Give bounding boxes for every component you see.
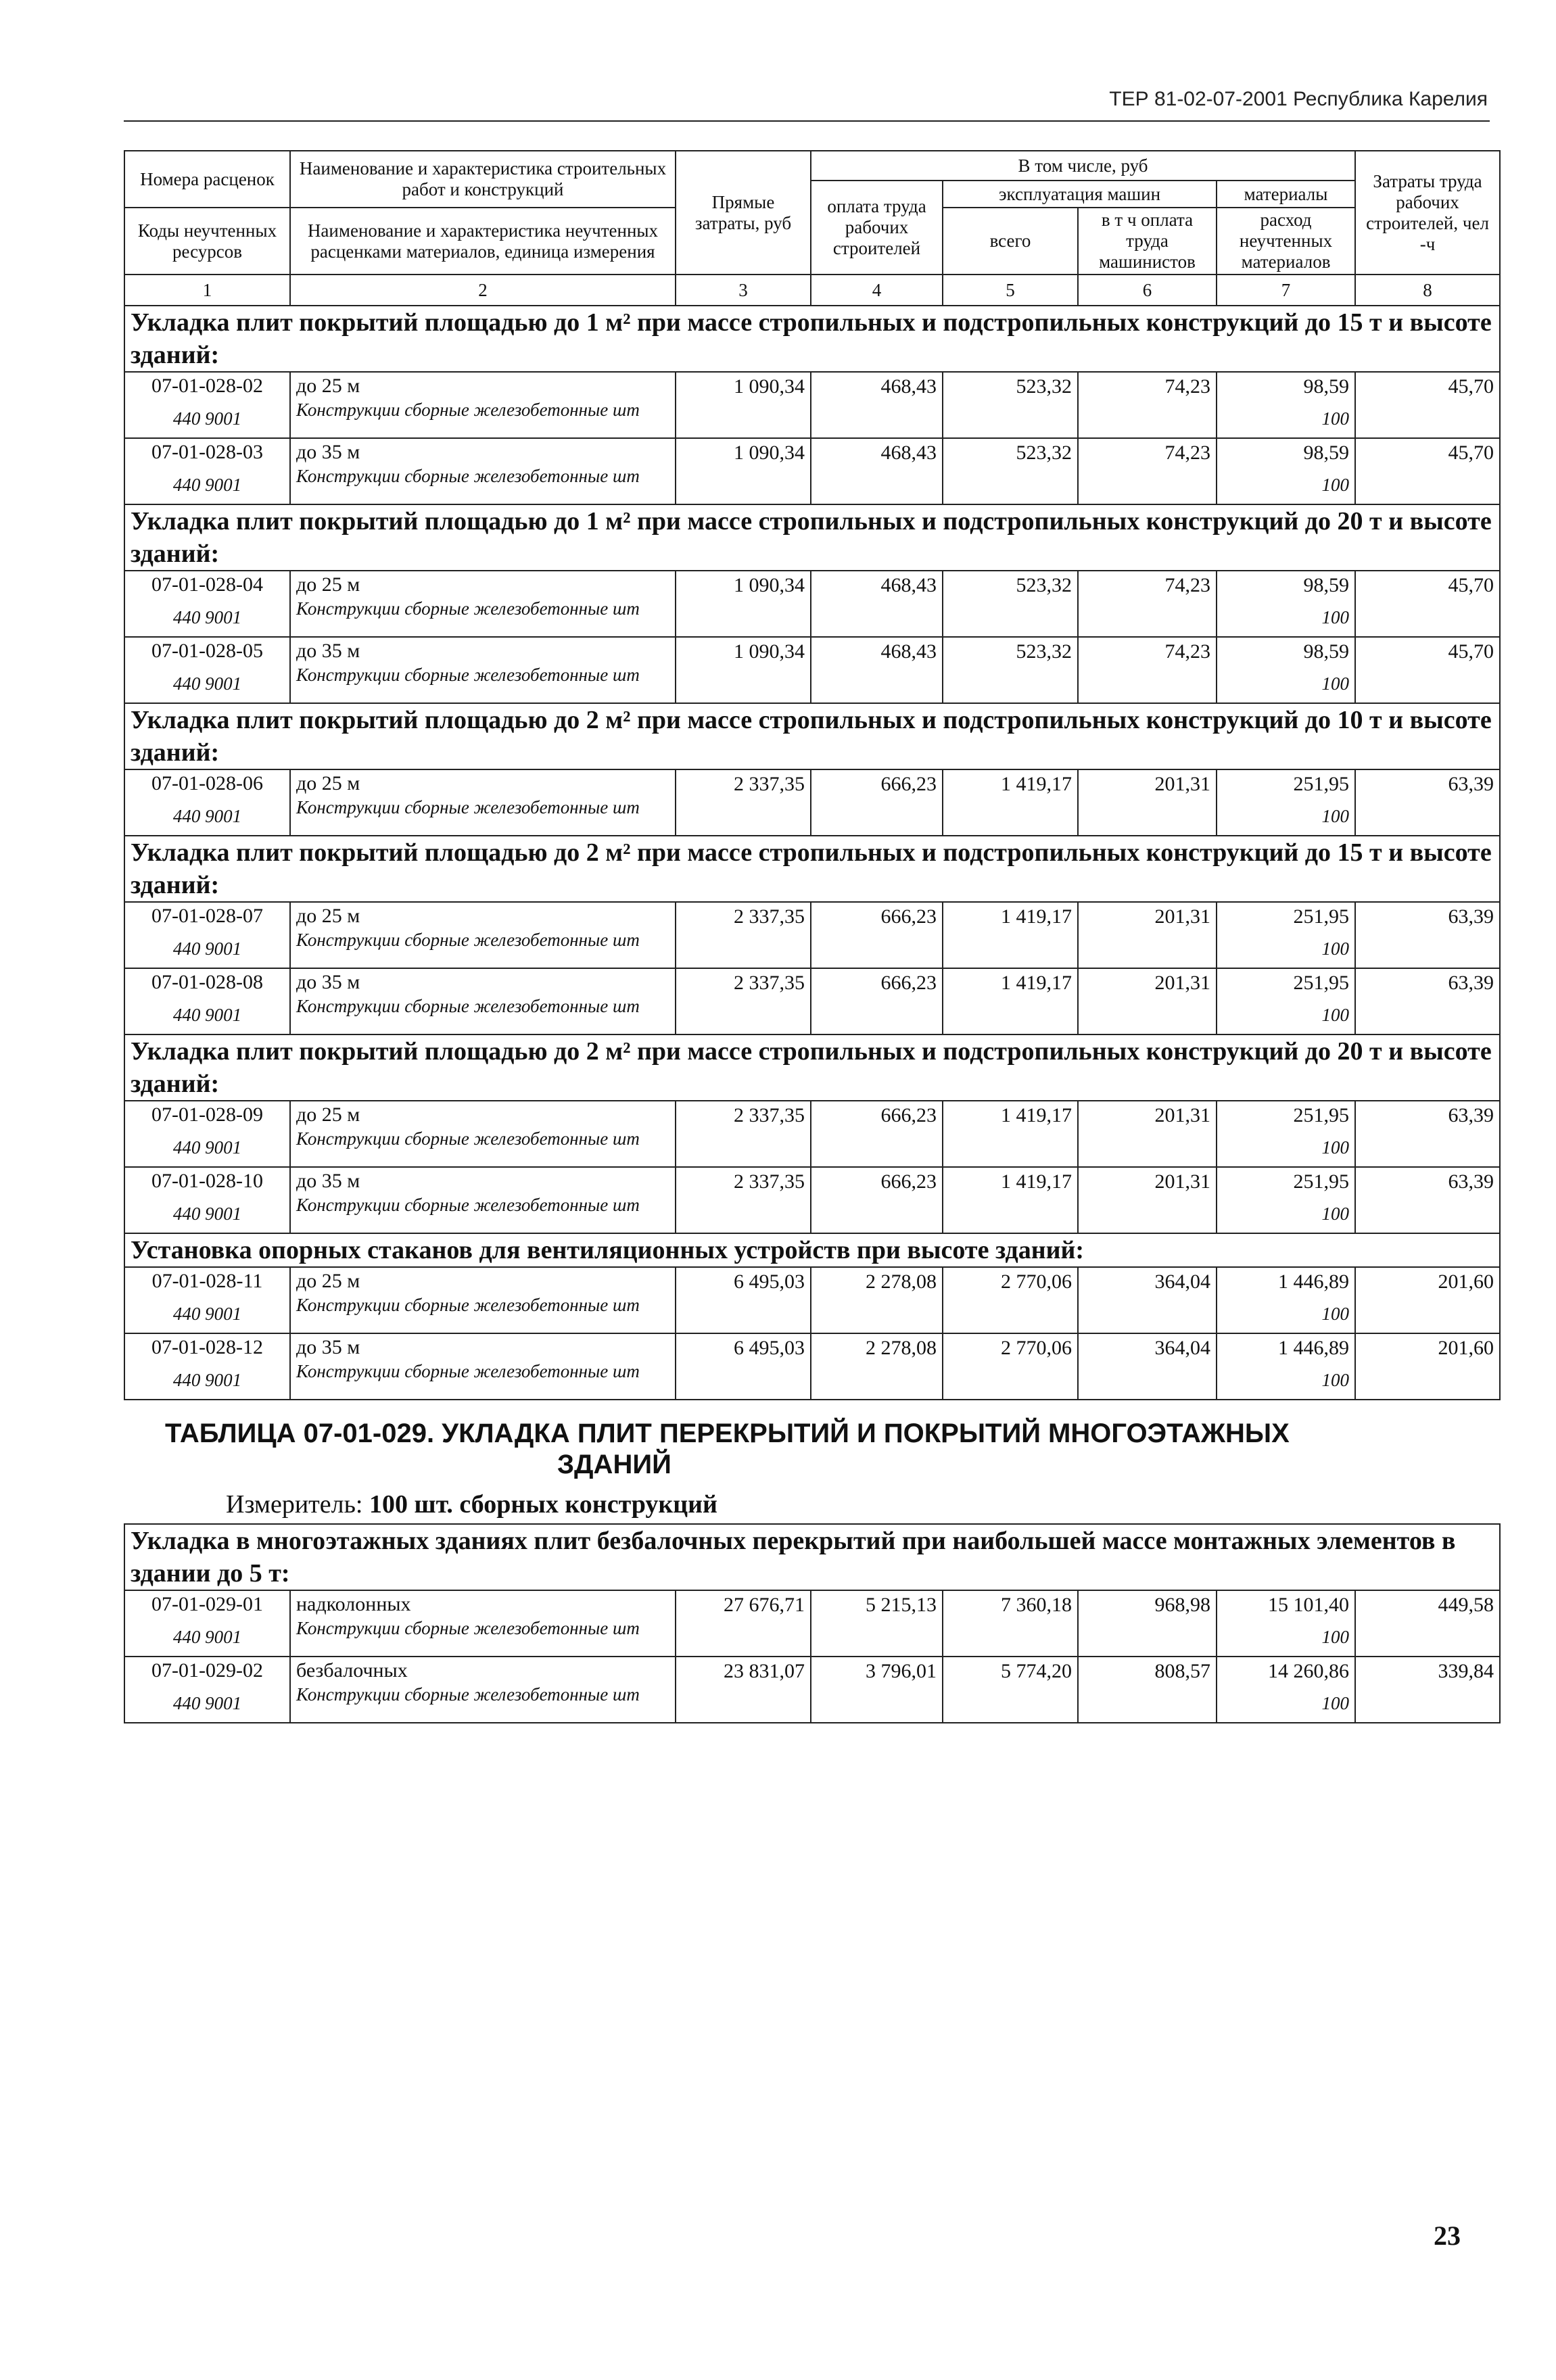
material-qty: 100 xyxy=(1321,1370,1350,1390)
section-title: Укладка плит покрытий площадью до 2 м² при массе стропильных и подстропильных конструкций до 20 т и высоте зданий: xyxy=(124,1034,1500,1101)
materials-cell xyxy=(1217,1167,1355,1233)
materials-cell xyxy=(1217,438,1355,504)
table-row xyxy=(124,438,1500,504)
material-qty: 100 xyxy=(1321,938,1350,959)
col-number: 7 xyxy=(1217,275,1355,306)
labor-hours: 201,60 xyxy=(1355,1333,1500,1400)
work-name: до 25 м xyxy=(296,772,360,794)
description-cell xyxy=(290,1167,676,1233)
labor-hours: 63,39 xyxy=(1355,902,1500,968)
code-cell xyxy=(124,571,290,637)
materials-cost: 15 101,40 xyxy=(1268,1594,1350,1616)
machine-labor-cost: 74,23 xyxy=(1078,637,1217,703)
code-cell xyxy=(124,1657,290,1723)
col-hours-header: Затраты труда рабочих строителей, чел -ч xyxy=(1355,151,1500,275)
code-cell xyxy=(124,1333,290,1400)
section-title: Укладка в многоэтажных зданиях плит безбалочных перекрытий при наибольшей массе монтажных элементов в здании до 5 т: xyxy=(124,1524,1500,1590)
materials-cost: 251,95 xyxy=(1293,1170,1350,1193)
col-group-header: В том числе, руб xyxy=(811,151,1355,181)
resource-code: 440 9001 xyxy=(172,938,242,959)
materials-cost: 251,95 xyxy=(1293,972,1350,994)
rate-code: 07-01-028-05 xyxy=(151,640,263,662)
labor-hours: 63,39 xyxy=(1355,968,1500,1034)
section-title-row xyxy=(124,836,1500,902)
direct-cost: 1 090,34 xyxy=(676,571,811,637)
materials-cell xyxy=(1217,1101,1355,1167)
machine-labor-cost: 201,31 xyxy=(1078,1101,1217,1167)
col-matname-header: Наименование и характеристика неучтенных расценками материалов, единица измерения xyxy=(290,208,676,275)
rate-code: 07-01-028-07 xyxy=(151,905,263,927)
unit-label: Измеритель: xyxy=(226,1490,363,1519)
labor-hours: 45,70 xyxy=(1355,637,1500,703)
code-cell xyxy=(124,372,290,438)
material-qty: 100 xyxy=(1321,1693,1350,1713)
materials-cell xyxy=(1217,1657,1355,1723)
machine-labor-cost: 364,04 xyxy=(1078,1333,1217,1400)
table-row xyxy=(124,902,1500,968)
table2-heading-row xyxy=(124,1400,1500,1524)
machine-labor-cost: 364,04 xyxy=(1078,1267,1217,1333)
table-row xyxy=(124,1101,1500,1167)
labor-cost: 5 215,13 xyxy=(811,1590,943,1657)
machine-labor-cost: 968,98 xyxy=(1078,1590,1217,1657)
col-number: 1 xyxy=(124,275,290,306)
direct-cost: 6 495,03 xyxy=(676,1333,811,1400)
machine-labor-cost: 74,23 xyxy=(1078,438,1217,504)
description-cell xyxy=(290,968,676,1034)
section-title-row xyxy=(124,703,1500,769)
materials-cost: 14 260,86 xyxy=(1268,1660,1350,1682)
direct-cost: 2 337,35 xyxy=(676,769,811,836)
rate-code: 07-01-028-09 xyxy=(151,1103,263,1126)
rate-code: 07-01-028-02 xyxy=(151,375,263,397)
col-name-header xyxy=(290,151,676,208)
material-name: Конструкции сборные железобетонные шт xyxy=(296,466,640,486)
work-name: до 35 м xyxy=(296,441,360,463)
materials-cost: 1 446,89 xyxy=(1278,1270,1350,1293)
unit-value: 100 шт. сборных конструкций xyxy=(369,1490,717,1519)
rate-code: 07-01-028-04 xyxy=(151,573,263,596)
rate-code: 07-01-028-11 xyxy=(151,1270,263,1292)
direct-cost: 1 090,34 xyxy=(676,438,811,504)
resource-code: 440 9001 xyxy=(172,607,242,627)
labor-hours: 339,84 xyxy=(1355,1657,1500,1723)
materials-cell xyxy=(1217,637,1355,703)
table2-unit xyxy=(124,1480,1500,1523)
direct-cost: 2 337,35 xyxy=(676,968,811,1034)
section-title-row xyxy=(124,1524,1500,1590)
direct-cost: 6 495,03 xyxy=(676,1267,811,1333)
labor-hours: 45,70 xyxy=(1355,372,1500,438)
material-name: Конструкции сборные железобетонные шт xyxy=(296,1684,640,1705)
resource-code: 440 9001 xyxy=(172,806,242,826)
work-name: до 35 м xyxy=(296,1336,360,1358)
machine-cost: 2 770,06 xyxy=(943,1267,1078,1333)
col-number: 8 xyxy=(1355,275,1500,306)
labor-cost: 666,23 xyxy=(811,1101,943,1167)
direct-cost: 2 337,35 xyxy=(676,1167,811,1233)
resource-code: 440 9001 xyxy=(172,1627,242,1647)
labor-hours: 63,39 xyxy=(1355,1167,1500,1233)
code-cell xyxy=(124,1267,290,1333)
description-cell xyxy=(290,372,676,438)
code-cell xyxy=(124,1101,290,1167)
material-name: Конструкции сборные железобетонные шт xyxy=(296,996,640,1016)
col-direct-header: Прямые затраты, руб xyxy=(676,151,811,275)
code-cell xyxy=(124,769,290,836)
rate-code: 07-01-028-06 xyxy=(151,772,263,794)
resource-code: 440 9001 xyxy=(172,1005,242,1025)
work-name: до 35 м xyxy=(296,640,360,662)
resource-code: 440 9001 xyxy=(172,1693,242,1713)
col-codes-a: Номера расценок xyxy=(140,168,275,189)
table-row xyxy=(124,1657,1500,1723)
machine-labor-cost: 201,31 xyxy=(1078,968,1217,1034)
resource-code: 440 9001 xyxy=(172,408,242,429)
materials-cell xyxy=(1217,1267,1355,1333)
code-cell xyxy=(124,902,290,968)
section-title: Установка опорных стаканов для вентиляционных устройств при высоте зданий: xyxy=(124,1233,1500,1267)
code-cell xyxy=(124,1590,290,1657)
labor-cost: 666,23 xyxy=(811,968,943,1034)
col-number: 5 xyxy=(943,275,1078,306)
description-cell xyxy=(290,1657,676,1723)
machine-cost: 523,32 xyxy=(943,438,1078,504)
labor-cost: 666,23 xyxy=(811,769,943,836)
work-name: до 25 м xyxy=(296,905,360,927)
material-qty: 100 xyxy=(1321,1627,1350,1647)
page-header: ТЕР 81-02-07-2001 Республика Карелия xyxy=(1109,88,1488,110)
resource-code: 440 9001 xyxy=(172,1204,242,1224)
machine-labor-cost: 201,31 xyxy=(1078,902,1217,968)
materials-cell xyxy=(1217,968,1355,1034)
section-title-row xyxy=(124,1233,1500,1267)
labor-hours: 63,39 xyxy=(1355,1101,1500,1167)
direct-cost: 2 337,35 xyxy=(676,902,811,968)
work-name: до 25 м xyxy=(296,375,360,397)
materials-cost: 251,95 xyxy=(1293,1104,1350,1126)
resource-code: 440 9001 xyxy=(172,1304,242,1324)
labor-cost: 3 796,01 xyxy=(811,1657,943,1723)
section-title-row xyxy=(124,1034,1500,1101)
col-mach-labor-header: в т ч оплата труда машинистов xyxy=(1078,208,1217,275)
direct-cost: 23 831,07 xyxy=(676,1657,811,1723)
direct-cost: 2 337,35 xyxy=(676,1101,811,1167)
description-cell xyxy=(290,637,676,703)
materials-cost: 98,59 xyxy=(1303,375,1350,398)
labor-hours: 45,70 xyxy=(1355,571,1500,637)
work-name: до 35 м xyxy=(296,1170,360,1192)
materials-cell xyxy=(1217,902,1355,968)
materials-cost: 98,59 xyxy=(1303,640,1350,663)
materials-cell xyxy=(1217,571,1355,637)
col-codes-header xyxy=(124,151,290,208)
col-mat-qty-header: расход неучтенных материалов xyxy=(1217,208,1355,275)
section-title: Укладка плит покрытий площадью до 1 м² при массе стропильных и подстропильных конструкций до 20 т и высоте зданий: xyxy=(124,504,1500,571)
table-row xyxy=(124,571,1500,637)
labor-cost: 666,23 xyxy=(811,1167,943,1233)
table-header xyxy=(124,151,1500,306)
labor-cost: 468,43 xyxy=(811,571,943,637)
material-name: Конструкции сборные железобетонные шт xyxy=(296,1295,640,1315)
table-row xyxy=(124,1167,1500,1233)
materials-cost: 251,95 xyxy=(1293,905,1350,928)
column-numbers-row xyxy=(124,275,1500,306)
labor-cost: 666,23 xyxy=(811,902,943,968)
table-row xyxy=(124,1333,1500,1400)
rates-table xyxy=(124,150,1501,1723)
description-cell xyxy=(290,1590,676,1657)
code-cell xyxy=(124,968,290,1034)
machine-cost: 5 774,20 xyxy=(943,1657,1078,1723)
table-row xyxy=(124,637,1500,703)
machine-cost: 2 770,06 xyxy=(943,1333,1078,1400)
direct-cost: 1 090,34 xyxy=(676,637,811,703)
labor-hours: 201,60 xyxy=(1355,1267,1500,1333)
table-row xyxy=(124,769,1500,836)
rate-code: 07-01-028-12 xyxy=(151,1336,263,1358)
section-title: Укладка плит покрытий площадью до 1 м² при массе стропильных и подстропильных конструкций до 15 т и высоте зданий: xyxy=(124,306,1500,372)
rate-code: 07-01-028-10 xyxy=(151,1170,263,1192)
col-name-a: Наименование и характеристика строительных работ и конструкций xyxy=(299,158,667,199)
labor-cost: 2 278,08 xyxy=(811,1267,943,1333)
material-qty: 100 xyxy=(1321,1304,1350,1324)
description-cell xyxy=(290,1333,676,1400)
material-qty: 100 xyxy=(1321,1204,1350,1224)
material-name: Конструкции сборные железобетонные шт xyxy=(296,1195,640,1215)
table-row xyxy=(124,968,1500,1034)
material-qty: 100 xyxy=(1321,806,1350,826)
direct-cost: 27 676,71 xyxy=(676,1590,811,1657)
description-cell xyxy=(290,1101,676,1167)
machine-cost: 7 360,18 xyxy=(943,1590,1078,1657)
col-labor-header: оплата труда рабочих строителей xyxy=(811,181,943,275)
material-name: Конструкции сборные железобетонные шт xyxy=(296,1618,640,1638)
resource-code: 440 9001 xyxy=(172,1370,242,1390)
resource-code: 440 9001 xyxy=(172,1137,242,1158)
description-cell xyxy=(290,902,676,968)
code-cell xyxy=(124,637,290,703)
rate-code: 07-01-029-02 xyxy=(151,1659,263,1682)
direct-cost: 1 090,34 xyxy=(676,372,811,438)
table-row xyxy=(124,372,1500,438)
col-number: 4 xyxy=(811,275,943,306)
machine-labor-cost: 808,57 xyxy=(1078,1657,1217,1723)
page-number: 23 xyxy=(1434,2220,1461,2251)
material-name: Конструкции сборные железобетонные шт xyxy=(296,598,640,619)
col-number: 2 xyxy=(290,275,676,306)
material-name: Конструкции сборные железобетонные шт xyxy=(296,930,640,950)
materials-cost: 98,59 xyxy=(1303,574,1350,596)
material-qty: 100 xyxy=(1321,408,1350,429)
col-mat-header: материалы xyxy=(1217,181,1355,208)
material-qty: 100 xyxy=(1321,673,1350,694)
labor-cost: 468,43 xyxy=(811,372,943,438)
machine-labor-cost: 74,23 xyxy=(1078,372,1217,438)
material-name: Конструкции сборные железобетонные шт xyxy=(296,665,640,685)
section-title: Укладка плит покрытий площадью до 2 м² при массе стропильных и подстропильных конструкций до 15 т и высоте зданий: xyxy=(124,836,1500,902)
machine-cost: 1 419,17 xyxy=(943,902,1078,968)
labor-hours: 45,70 xyxy=(1355,438,1500,504)
code-cell xyxy=(124,438,290,504)
material-qty: 100 xyxy=(1321,1137,1350,1158)
description-cell xyxy=(290,769,676,836)
machine-labor-cost: 201,31 xyxy=(1078,1167,1217,1233)
col-mach-header: эксплуатация машин xyxy=(943,181,1217,208)
labor-cost: 2 278,08 xyxy=(811,1333,943,1400)
materials-cell xyxy=(1217,1333,1355,1400)
machine-cost: 523,32 xyxy=(943,571,1078,637)
section-title-row xyxy=(124,504,1500,571)
work-name: безбалочных xyxy=(296,1659,408,1682)
col-number: 3 xyxy=(676,275,811,306)
material-name: Конструкции сборные железобетонные шт xyxy=(296,1128,640,1149)
machine-cost: 1 419,17 xyxy=(943,769,1078,836)
labor-cost: 468,43 xyxy=(811,438,943,504)
work-name: до 25 м xyxy=(296,573,360,596)
material-qty: 100 xyxy=(1321,475,1350,495)
table2-title xyxy=(124,1400,1500,1480)
col-res-header: Коды неучтенных ресурсов xyxy=(124,208,290,275)
machine-cost: 1 419,17 xyxy=(943,1167,1078,1233)
code-cell xyxy=(124,1167,290,1233)
work-name: до 25 м xyxy=(296,1270,360,1292)
labor-hours: 449,58 xyxy=(1355,1590,1500,1657)
rate-code: 07-01-029-01 xyxy=(151,1593,263,1615)
work-name: до 35 м xyxy=(296,971,360,993)
machine-cost: 523,32 xyxy=(943,372,1078,438)
table2-title-line2: ЗДАНИЙ xyxy=(557,1450,671,1479)
material-qty: 100 xyxy=(1321,1005,1350,1025)
work-name: надколонных xyxy=(296,1593,411,1615)
material-qty: 100 xyxy=(1321,607,1350,627)
table-body xyxy=(124,306,1500,1723)
machine-cost: 1 419,17 xyxy=(943,1101,1078,1167)
materials-cost: 98,59 xyxy=(1303,442,1350,464)
machine-labor-cost: 201,31 xyxy=(1078,769,1217,836)
table2-heading xyxy=(124,1400,1500,1524)
rate-code: 07-01-028-03 xyxy=(151,441,263,463)
work-name: до 25 м xyxy=(296,1103,360,1126)
description-cell xyxy=(290,438,676,504)
header-rule xyxy=(124,120,1490,122)
col-mach-total-header: всего xyxy=(943,208,1078,275)
materials-cell xyxy=(1217,1590,1355,1657)
section-title: Укладка плит покрытий площадью до 2 м² при массе стропильных и подстропильных конструкций до 10 т и высоте зданий: xyxy=(124,703,1500,769)
table-row xyxy=(124,1267,1500,1333)
materials-cell xyxy=(1217,372,1355,438)
machine-cost: 1 419,17 xyxy=(943,968,1078,1034)
labor-cost: 468,43 xyxy=(811,637,943,703)
materials-cell xyxy=(1217,769,1355,836)
material-name: Конструкции сборные железобетонные шт xyxy=(296,1361,640,1381)
material-name: Конструкции сборные железобетонные шт xyxy=(296,400,640,420)
materials-cost: 251,95 xyxy=(1293,773,1350,795)
machine-cost: 523,32 xyxy=(943,637,1078,703)
table2-title-line1: ТАБЛИЦА 07-01-029. УКЛАДКА ПЛИТ ПЕРЕКРЫТИЙ И ПОКРЫТИЙ МНОГОЭТАЖНЫХ xyxy=(165,1419,1290,1448)
rate-code: 07-01-028-08 xyxy=(151,971,263,993)
description-cell xyxy=(290,1267,676,1333)
col-number: 6 xyxy=(1078,275,1217,306)
materials-cost: 1 446,89 xyxy=(1278,1337,1350,1359)
description-cell xyxy=(290,571,676,637)
resource-code: 440 9001 xyxy=(172,475,242,495)
material-name: Конструкции сборные железобетонные шт xyxy=(296,797,640,817)
section-title-row xyxy=(124,306,1500,372)
table-row xyxy=(124,1590,1500,1657)
labor-hours: 63,39 xyxy=(1355,769,1500,836)
resource-code: 440 9001 xyxy=(172,673,242,694)
machine-labor-cost: 74,23 xyxy=(1078,571,1217,637)
